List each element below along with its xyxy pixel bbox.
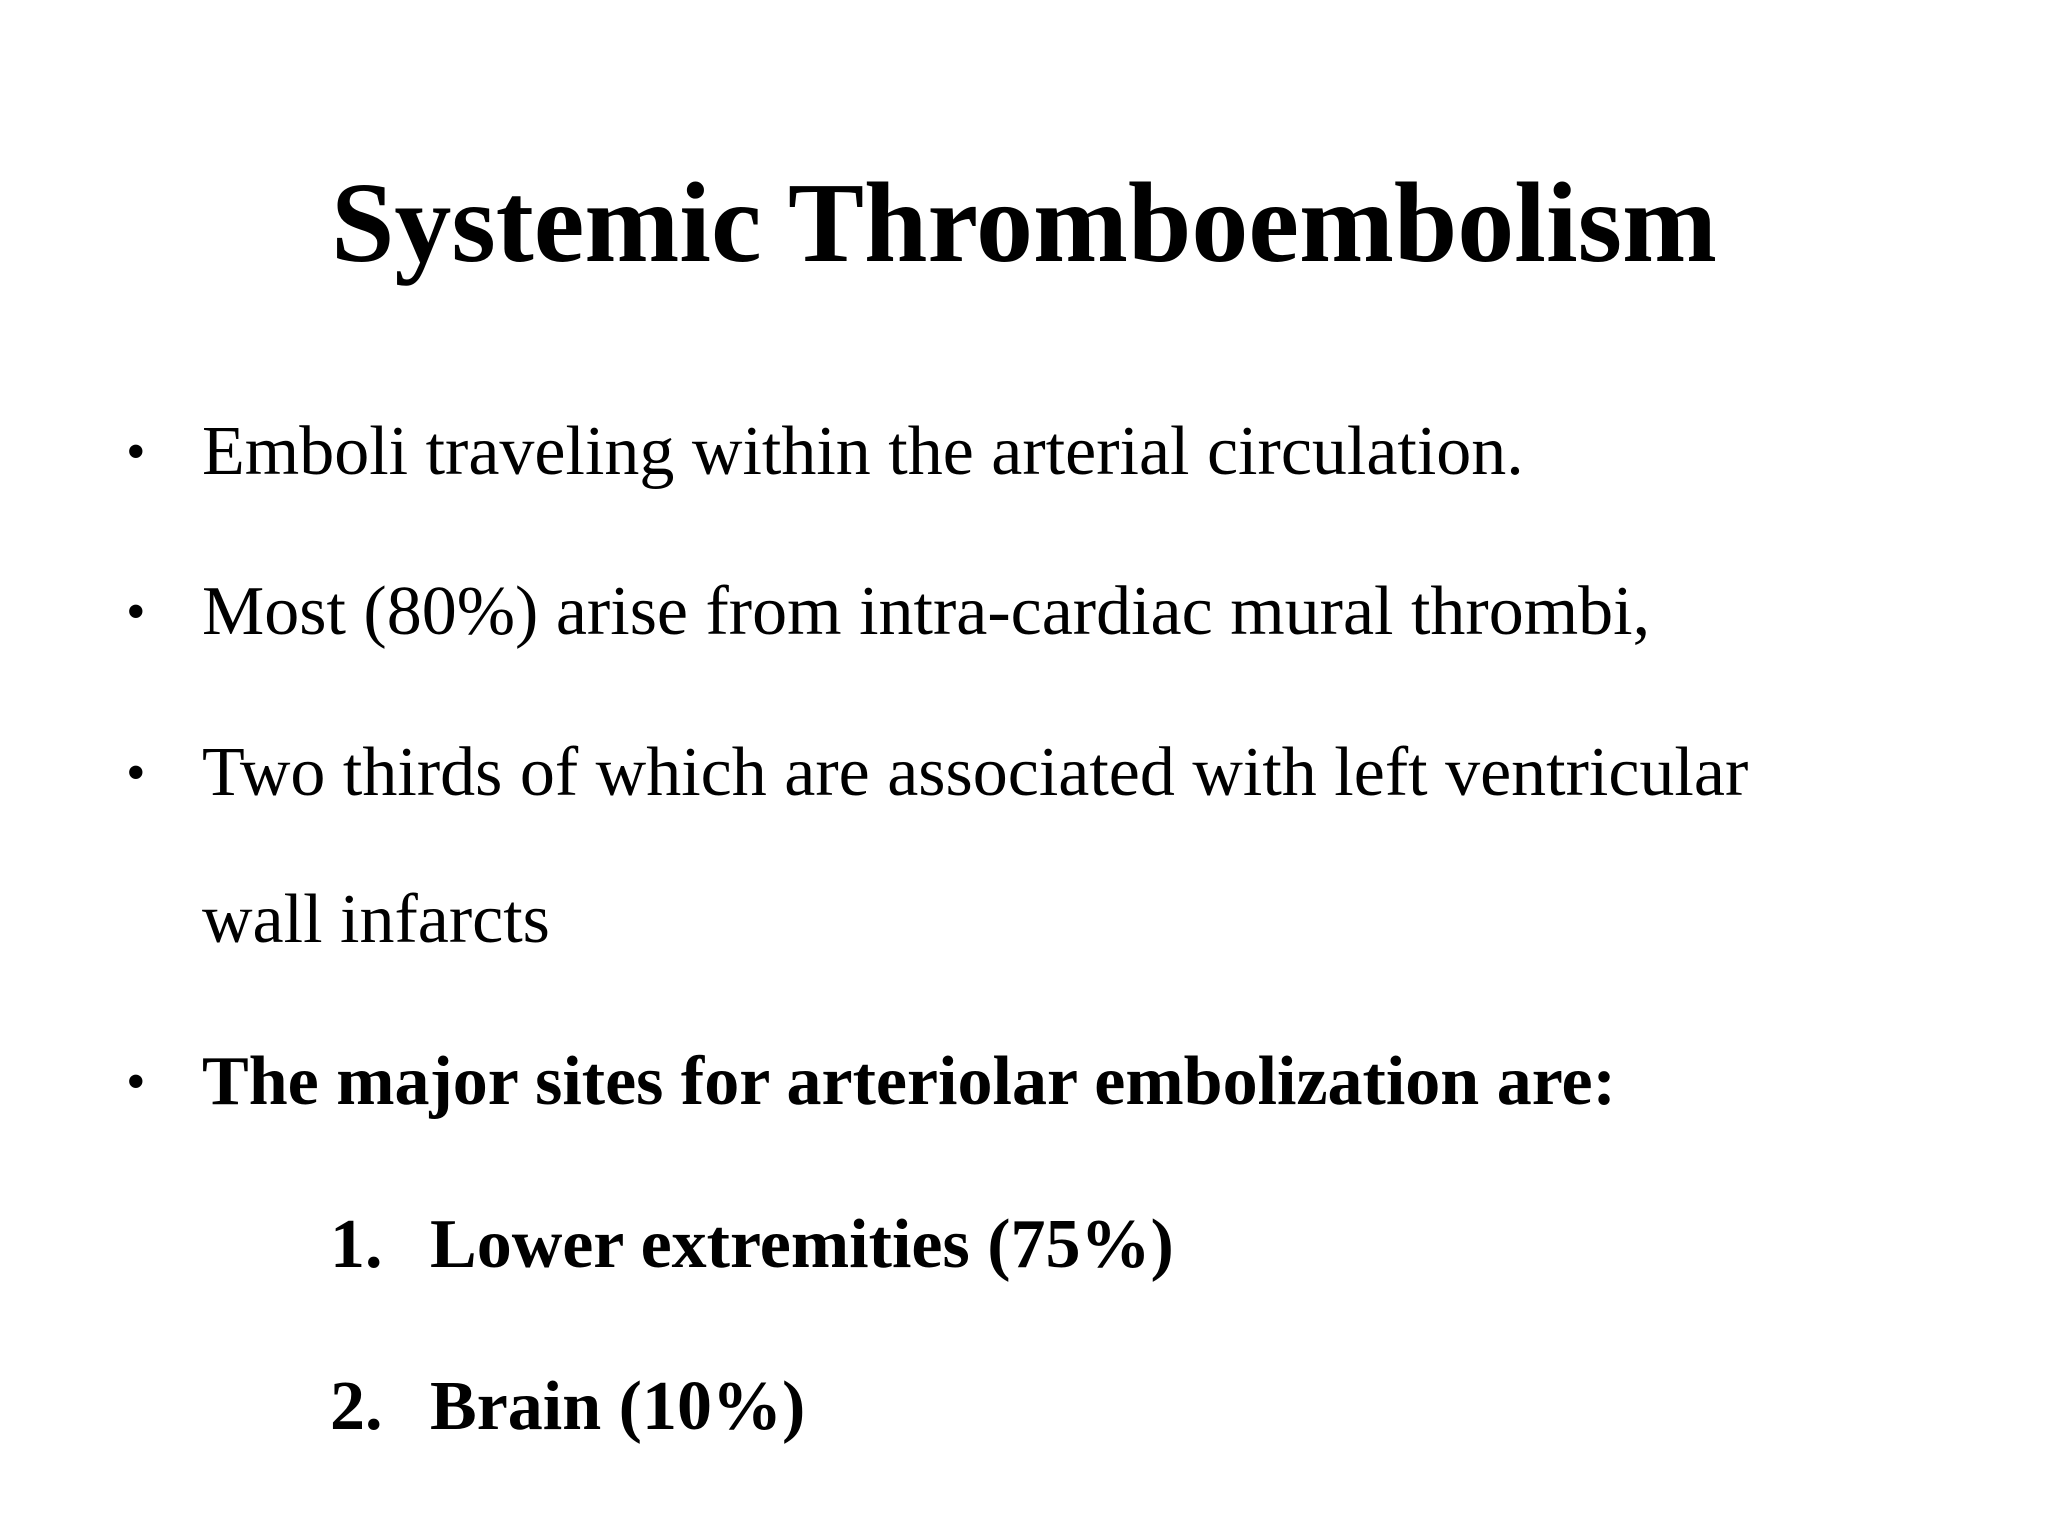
bullet-text-continuation: wall infarcts (202, 881, 550, 958)
bullet-text: Two thirds of which are associated with left ventricular (202, 734, 1749, 811)
bullet-text: The major sites for arteriolar embolization are: (202, 1043, 1616, 1120)
bullet-marker: • (126, 581, 146, 643)
bullet-item (126, 723, 1748, 823)
bullet-marker: • (126, 1051, 146, 1113)
numbered-item (330, 1195, 1174, 1295)
item-text: Brain (10%) (430, 1368, 806, 1445)
bullet-item (126, 402, 1524, 502)
slide-title: Systemic Thromboembolism (331, 159, 1717, 286)
item-number: 1. (330, 1206, 383, 1283)
numbered-item (330, 1357, 805, 1457)
bullet-text: Most (80%) arise from intra-cardiac mural thrombi, (202, 573, 1651, 650)
item-text: Lower extremities (75%) (430, 1206, 1174, 1283)
bullet-text: Emboli traveling within the arterial circulation. (202, 413, 1524, 490)
bullet-marker: • (126, 742, 146, 804)
item-number: 2. (330, 1368, 383, 1445)
bullet-item (126, 562, 1650, 662)
bullet-marker: • (126, 421, 146, 483)
bullet-item (126, 1032, 1616, 1132)
